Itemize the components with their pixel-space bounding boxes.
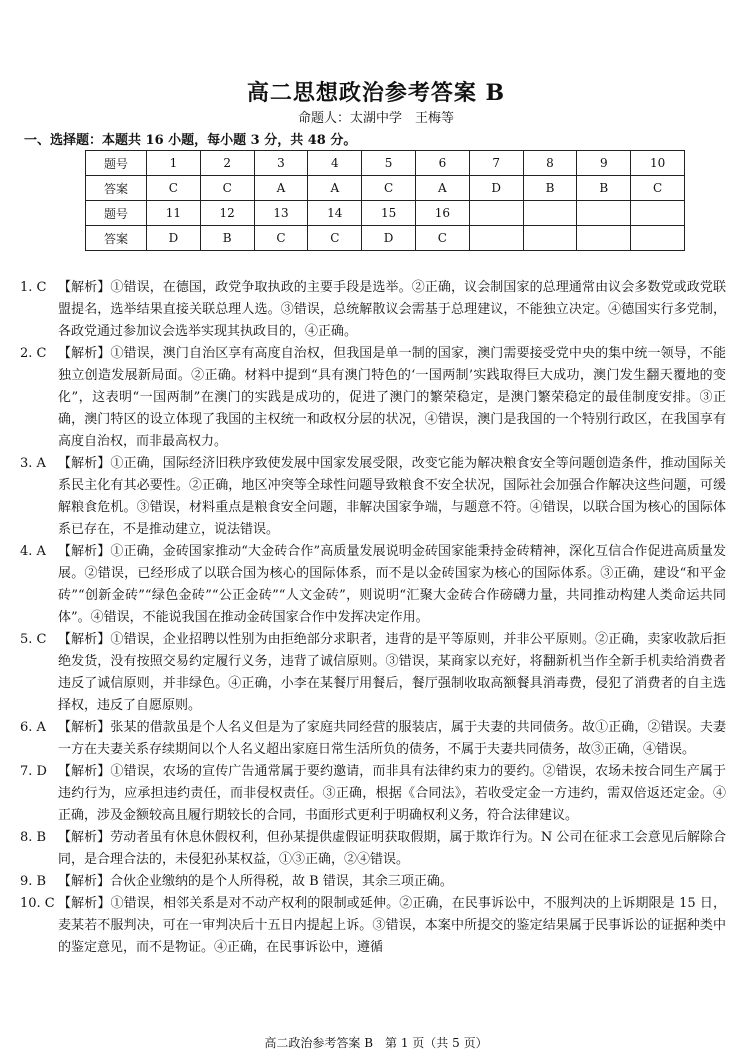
table-cell: D [362, 226, 416, 251]
item-number: 6. A [20, 720, 46, 735]
table-cell: 13 [254, 201, 308, 226]
section-heading: 一、选择题：本题共 16 小题，每小题 3 分，共 48 分。 [24, 133, 357, 148]
table-cell: 10 [631, 151, 685, 176]
item-text: ①正确，国际经济旧秩序致使发展中国家发展受限，改变它能为解决粮食安全等问题创造条件，推动国际关系民主化有其必要性。②正确，地区冲突等全球性问题导致粮食不安全状况，国际社会加强合作解决这些问题，可缓解粮食危机。③错误，材料重点是粮食安全问题，非解决国家争端，与题意不符。④错误，以联合国为核心的国际体系已存在，不是推动建立，说法错误。 [58, 456, 726, 537]
table-cell [469, 226, 523, 251]
item-tag: 【解析】 [58, 830, 111, 845]
item-tag: 【解析】 [58, 720, 111, 735]
table-cell: D [469, 176, 523, 201]
item-text: ①错误，在德国，政党争取执政的主要手段是选举。②正确，议会制国家的总理通常由议会多数党或政党联盟提名，选举结果直接关联总理人选。③错误，总统解散议会需基于总理建议，不能独立决定。④德国实行多党制，各政党通过参加议会选举实现其执政目的，④正确。 [58, 280, 726, 339]
item-text: 张某的借款虽是个人名义但是为了家庭共同经营的服装店，属于夫妻的共同债务。故①正确，②错误。夫妻一方在夫妻关系存续期间以个人名义超出家庭日常生活所负的债务，不属于夫妻共同债务，故③正确，④错误。 [58, 720, 726, 757]
table-cell [523, 201, 577, 226]
table-cell [577, 201, 631, 226]
explanations [20, 277, 726, 959]
explanation-item [20, 761, 726, 827]
item-text: ①错误，相邻关系是对不动产权利的限制或延伸。②正确，在民事诉讼中，不服判决的上诉期限是 15 日，麦某若不服判决，可在一审判决后十五日内提起上诉。③错误，本案中所提交的鉴定结果属于民事诉讼的证据种类中的鉴定意见，而不是物证。④正确，在民事诉讼中，遵循 [58, 896, 726, 955]
page-title: 高二思想政治参考答案 B [246, 80, 506, 106]
table-row [86, 226, 685, 251]
table-row [86, 201, 685, 226]
table-cell: 7 [469, 151, 523, 176]
table-cell: 8 [523, 151, 577, 176]
table-cell: B [577, 176, 631, 201]
table-cell: C [362, 176, 416, 201]
table-cell: C [254, 226, 308, 251]
item-number: 1. C [20, 280, 47, 295]
item-text: ①错误，澳门自治区享有高度自治权，但我国是单一制的国家，澳门需要接受党中央的集中统一领导，不能独立创造发展新局面。②正确。材料中提到“具有澳门特色的‘一国两制’实践取得巨大成功，澳门发生翻天覆地的变化”，这表明“一国两制”在澳门的实践是成功的，促进了澳门的繁荣稳定，是澳门繁荣稳定的最佳制度安排。③正确，澳门特区的设立体现了我国的主权统一和政权分层的状况，④错误，澳门是我国的一个特别行政区，在我国享有高度自治权，而非最高权力。 [58, 346, 726, 449]
item-tag: 【解析】 [58, 632, 111, 647]
item-tag: 【解析】 [58, 874, 111, 889]
table-cell: 12 [200, 201, 254, 226]
item-text: 劳动者虽有休息休假权利，但孙某提供虚假证明获取假期，属于欺诈行为。N 公司在征求工会意见后解除合同，是合理合法的，未侵犯孙某权益，①③正确，②④错误。 [58, 830, 726, 867]
item-text: ①正确，金砖国家推动“大金砖合作”高质量发展说明金砖国家能秉持金砖精神，深化互信合作促进高质量发展。②错误，已经形成了以联合国为核心的国际体系，而不是以金砖国家为核心的国际体系。③正确，建设“和平金砖”“创新金砖”“绿色金砖”“公正金砖”“人文金砖”，则说明“汇聚大金砖合作磅礴力量，共同推动构建人类命运共同体”。④错误，不能说我国在推动金砖国家合作中发挥决定作用。 [58, 544, 726, 625]
explanation-item [20, 827, 726, 871]
item-tag: 【解析】 [58, 896, 111, 911]
table-cell [577, 226, 631, 251]
item-number: 7. D [20, 764, 47, 779]
item-text: ①错误，农场的宣传广告通常属于要约邀请，而非具有法律约束力的要约。②错误，农场未按合同生产属于违约行为，应承担违约责任，而非侵权责任。③正确，根据《合同法》，若收受定金一方违约，需双倍返还定金。④正确，涉及金额较高且履行期较长的合同，书面形式更利于明确权利义务，符合法律建议。 [58, 764, 726, 823]
item-number: 4. A [20, 544, 46, 559]
explanation-item [20, 343, 726, 453]
item-number: 8. B [20, 830, 47, 845]
table-cell: 3 [254, 151, 308, 176]
table-cell: A [254, 176, 308, 201]
item-tag: 【解析】 [58, 346, 111, 361]
table-cell: 5 [362, 151, 416, 176]
item-number: 2. C [20, 346, 47, 361]
explanation-item [20, 541, 726, 629]
author-line: 命题人：太湖中学 王梅等 [297, 111, 454, 126]
table-cell: 14 [308, 201, 362, 226]
item-tag: 【解析】 [58, 764, 111, 779]
explanation-item [20, 629, 726, 717]
item-tag: 【解析】 [58, 280, 111, 295]
item-number: 9. B [20, 874, 47, 889]
table-cell: 4 [308, 151, 362, 176]
item-number: 5. C [20, 632, 47, 647]
row-label: 题号 [86, 201, 147, 226]
table-cell: 9 [577, 151, 631, 176]
table-cell: A [308, 176, 362, 201]
table-cell [631, 226, 685, 251]
explanation-item [20, 453, 726, 541]
item-text: 合伙企业缴纳的是个人所得税，故 B 错误，其余三项正确。 [110, 874, 453, 889]
table-row [86, 151, 685, 176]
explanation-item [20, 277, 726, 343]
row-label: 答案 [86, 176, 147, 201]
item-number: 3. A [20, 456, 46, 471]
table-cell: C [631, 176, 685, 201]
table-cell: B [523, 176, 577, 201]
explanation-item [20, 893, 726, 959]
row-label: 题号 [86, 151, 147, 176]
table-cell: 11 [147, 201, 201, 226]
table-cell: 1 [147, 151, 201, 176]
table-cell: C [200, 176, 254, 201]
table-cell: C [147, 176, 201, 201]
answer-table [85, 150, 685, 251]
table-cell [469, 201, 523, 226]
explanation-item [20, 717, 726, 761]
table-cell: 15 [362, 201, 416, 226]
item-tag: 【解析】 [58, 456, 111, 471]
page-footer: 高二政治参考答案 B 第 1 页（共 5 页） [264, 1036, 488, 1050]
explanation-item [20, 871, 726, 893]
item-tag: 【解析】 [58, 544, 111, 559]
table-cell: C [415, 226, 469, 251]
table-cell: 2 [200, 151, 254, 176]
item-text: ①错误，企业招聘以性别为由拒绝部分求职者，违背的是平等原则，并非公平原则。②正确，卖家收款后拒绝发货，没有按照交易约定履行义务，违背了诚信原则。③错误，某商家以充好，将翻新机当作全新手机卖给消费者违反了诚信原则，并非绿色。④正确，小李在某餐厅用餐后，餐厅强制收取高额餐具消毒费，侵犯了消费者的自主选择权，违反了自愿原则。 [58, 632, 726, 713]
table-cell: C [308, 226, 362, 251]
item-number: 10. C [20, 896, 55, 911]
table-cell: A [415, 176, 469, 201]
row-label: 答案 [86, 226, 147, 251]
table-cell: D [147, 226, 201, 251]
table-row [86, 176, 685, 201]
table-cell [631, 201, 685, 226]
table-cell: 6 [415, 151, 469, 176]
table-cell [523, 226, 577, 251]
table-cell: 16 [415, 201, 469, 226]
table-cell: B [200, 226, 254, 251]
